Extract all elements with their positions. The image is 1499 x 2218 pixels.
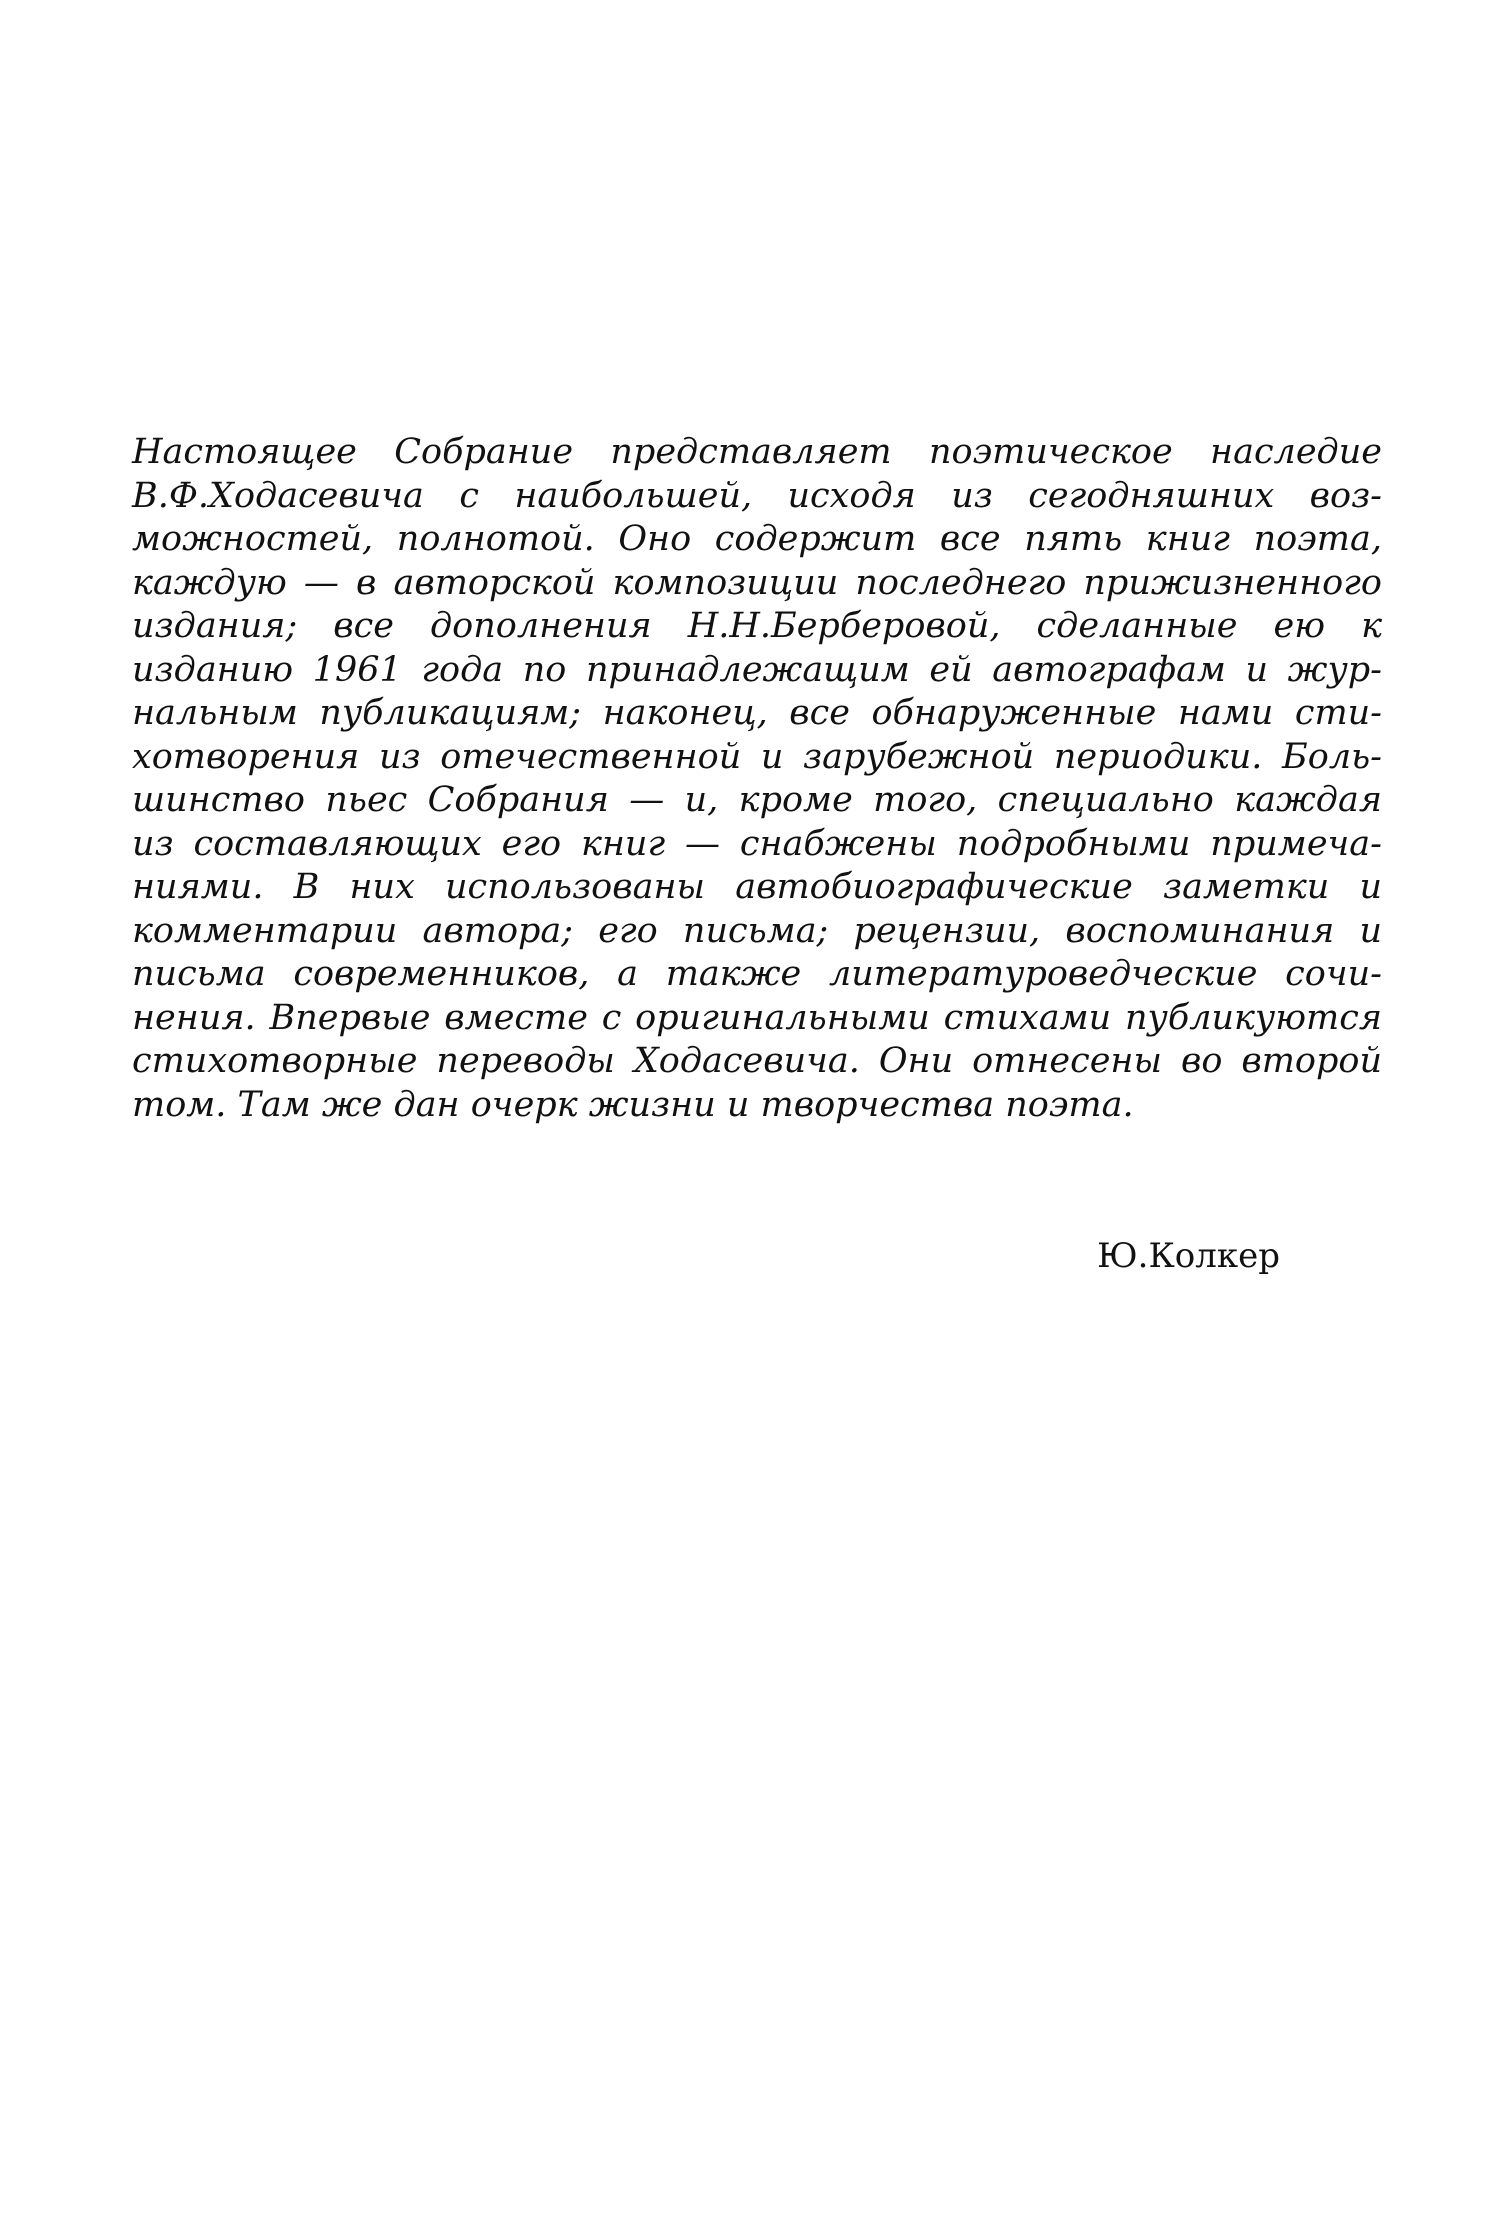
text-line: В.Ф.Ходасевича с наибольшей, исходя из сегодняшних воз- — [132, 475, 1382, 516]
author-signature: Ю.Колкер — [1097, 1236, 1280, 1276]
text-line: том. Там же дан очерк жизни и творчества поэта. — [132, 1084, 1134, 1125]
text-line: издания; все дополнения Н.Н.Берберовой, сделанные ею к — [132, 606, 1382, 646]
text-line: письма современников, а также литературоведческие сочи- — [132, 954, 1382, 994]
text-line: можностей, полнотой. Оно содержит все пять книг поэта, — [132, 519, 1382, 559]
text-line: изданию 1961 года по принадлежащим ей автографам и жур- — [132, 649, 1382, 690]
body-paragraph — [132, 431, 1382, 1127]
text-line: нальным публикациям; наконец, все обнаруженные нами сти- — [132, 693, 1382, 733]
text-line: стихотворные переводы Ходасевича. Они отнесены во второй — [132, 1041, 1382, 1081]
text-line: нения. Впервые вместе с оригинальными стихами публикуются — [132, 997, 1382, 1038]
text-line: Настоящее Собрание представляет поэтическое наследие — [132, 432, 1382, 472]
text-line: шинство пьес Собрания — и, кроме того, специально каждая — [132, 780, 1382, 820]
text-line: каждую — в авторской композиции последнего прижизненного — [132, 562, 1382, 603]
text-line: из составляющих его книг — снабжены подробными примеча- — [132, 823, 1382, 864]
text-line: хотворения из отечественной и зарубежной периодики. Боль- — [132, 736, 1382, 777]
text-line: ниями. В них использованы автобиографические заметки и — [132, 867, 1382, 907]
text-line: комментарии автора; его письма; рецензии, воспоминания и — [132, 910, 1382, 951]
